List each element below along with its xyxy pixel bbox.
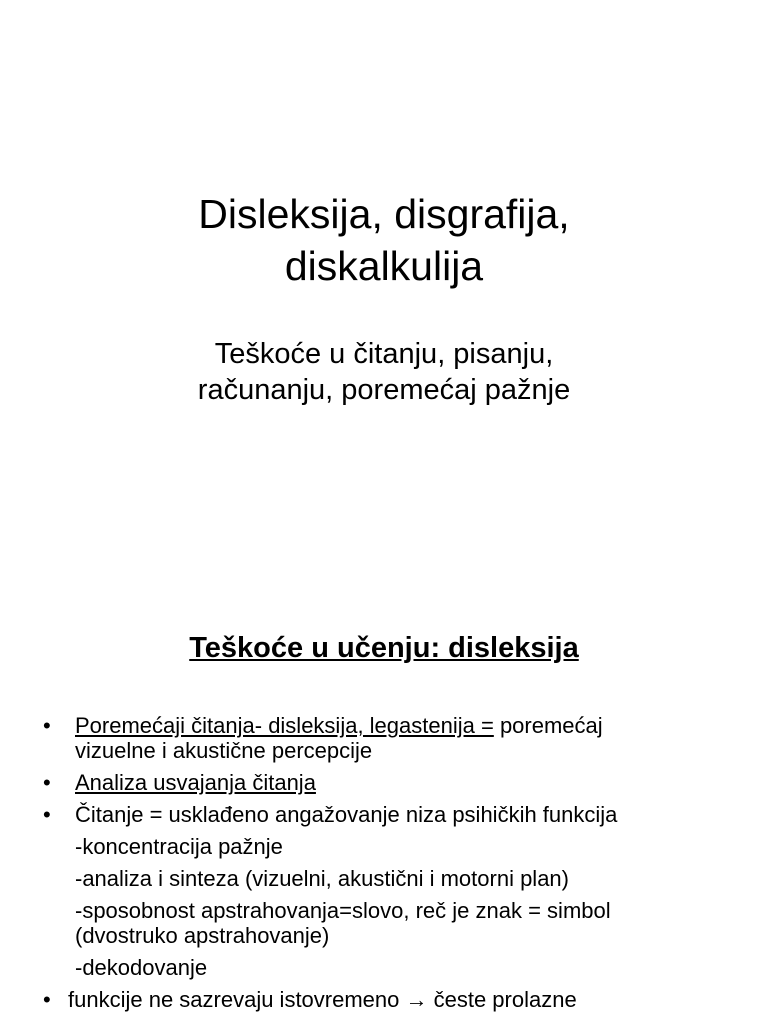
sub-item: -koncentracija pažnje [75,834,283,859]
list-item [0,713,768,763]
sub-item: (dvostruko apstrahovanje) [75,923,330,948]
bullet-list [0,713,768,1019]
sub-item: -analiza i sinteza (vizuelni, akustični i motorni plan) [75,866,569,891]
bullet-icon: • [43,713,51,738]
list-item-text: poremećaj [493,713,603,738]
slide-2 [0,576,768,1024]
slide-1-subtitle [0,336,768,408]
list-item-text: funkcije ne sazrevaju istovremeno → česte prolazne [68,987,577,1012]
bullet-icon: • [43,987,51,1012]
slide-1-subtitle-line-2: računanju, poremećaj pažnje [197,374,571,406]
slide-1-title-line-2: diskalkulija [284,243,484,289]
sub-item: -dekodovanje [75,955,208,980]
sub-item: -sposobnost apstrahovanja=slovo, reč je znak = simbol [75,898,611,923]
list-item-text: Čitanje = usklađeno angažovanje niza psihičkih funkcija [75,802,618,827]
list-item [0,802,768,827]
slide-1-subtitle-line-1: Teškoće u čitanju, pisanju, [214,338,554,370]
list-item-underlined-text: Poremećaji čitanja- disleksija, legastenija = [75,713,494,738]
list-item [0,987,768,1012]
list-item-underlined-text: Analiza usvajanja čitanja [75,770,316,795]
list-item [0,770,768,795]
bullet-icon: • [43,770,51,795]
slide-1-title-line-1: Disleksija, disgrafija, [198,191,570,237]
bullet-icon: • [43,802,51,827]
list-item-text-line-2: vizuelne i akustične percepcije [75,738,373,763]
slide-1-title [0,188,768,292]
slide-2-title: Teškoće u učenju: disleksija [189,632,579,664]
